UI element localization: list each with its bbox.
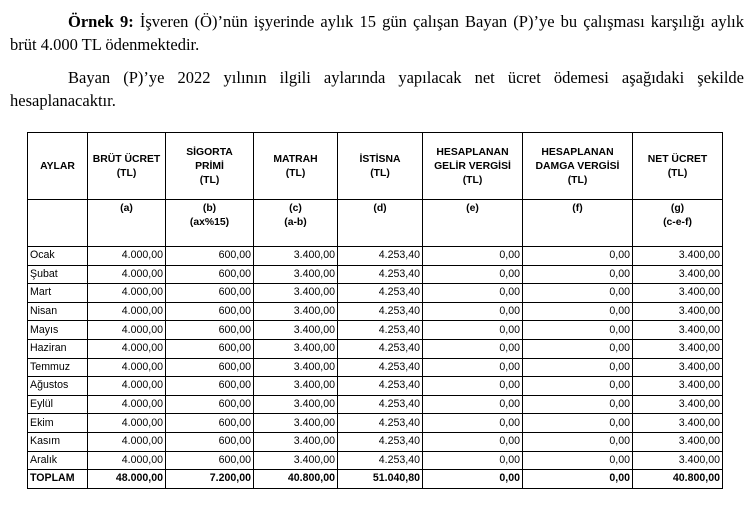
formula-cell [28, 200, 88, 247]
value-cell: 600,00 [166, 265, 254, 284]
value-cell: 0,00 [423, 358, 523, 377]
value-cell: 4.253,40 [338, 265, 423, 284]
value-cell: 3.400,00 [254, 377, 338, 396]
value-cell: 4.000,00 [88, 321, 166, 340]
column-header-line: (TL) [116, 168, 137, 179]
value-cell: 0,00 [523, 451, 633, 470]
value-cell: 4.000,00 [88, 395, 166, 414]
value-cell: 3.400,00 [254, 247, 338, 266]
value-cell: 4.000,00 [88, 265, 166, 284]
table-row [28, 247, 723, 266]
value-cell: 4.253,40 [338, 358, 423, 377]
column-header-line: (TL) [567, 175, 588, 186]
value-cell: 0,00 [523, 302, 633, 321]
column-header [28, 133, 88, 200]
value-cell: 0,00 [523, 247, 633, 266]
formula-text: (a) [120, 203, 133, 214]
month-cell: Şubat [28, 265, 88, 284]
value-cell: 0,00 [523, 432, 633, 451]
month-cell: Eylül [28, 395, 88, 414]
value-cell: 0,00 [423, 302, 523, 321]
value-cell: 4.253,40 [338, 395, 423, 414]
column-header [338, 133, 423, 200]
value-cell: 4.000,00 [88, 451, 166, 470]
value-cell: 4.253,40 [338, 321, 423, 340]
formula-text: (a-b) [284, 217, 307, 228]
formula-text: (b) [202, 203, 217, 214]
value-cell: 3.400,00 [633, 247, 723, 266]
month-cell: Ocak [28, 247, 88, 266]
formula-cell [633, 200, 723, 247]
value-cell: 0,00 [423, 321, 523, 340]
column-header-line: DAMGA VERGİSİ [535, 161, 620, 172]
intro-sentence-1: İşveren (Ö)’nün işyerinde aylık 15 gün çalışan Bayan (P)’ye bu çalışması karşılığı aylık brüt 4.000 TL ödenmektedir. [10, 12, 744, 54]
value-cell: 4.253,40 [338, 432, 423, 451]
value-cell: 0,00 [423, 432, 523, 451]
total-value: 0,00 [523, 470, 633, 489]
intro-sentence-2: Bayan (P)’ye 2022 yılının ilgili aylarında yapılacak net ücret ödemesi aşağıdaki şekilde hesaplanacaktır. [10, 68, 744, 110]
table-row [28, 265, 723, 284]
value-cell: 0,00 [523, 358, 633, 377]
table-row [28, 302, 723, 321]
column-header-line: HESAPLANAN [436, 147, 509, 158]
value-cell: 4.253,40 [338, 377, 423, 396]
value-cell: 600,00 [166, 432, 254, 451]
value-cell: 4.253,40 [338, 302, 423, 321]
column-header [633, 133, 723, 200]
value-cell: 3.400,00 [633, 265, 723, 284]
value-cell: 3.400,00 [633, 302, 723, 321]
table-row [28, 451, 723, 470]
total-value: 40.800,00 [633, 470, 723, 489]
value-cell: 4.000,00 [88, 432, 166, 451]
value-cell: 4.000,00 [88, 358, 166, 377]
value-cell: 4.253,40 [338, 247, 423, 266]
value-cell: 0,00 [523, 377, 633, 396]
month-cell: Ağustos [28, 377, 88, 396]
column-header-line: SİGORTA [186, 147, 233, 158]
column-header-line: (TL) [462, 175, 483, 186]
formula-cell [166, 200, 254, 247]
column-header [88, 133, 166, 200]
column-header [523, 133, 633, 200]
value-cell: 0,00 [423, 284, 523, 303]
value-cell: 3.400,00 [254, 432, 338, 451]
table-row [28, 395, 723, 414]
column-header-line: NET ÜCRET [647, 154, 708, 165]
value-cell: 4.000,00 [88, 377, 166, 396]
value-cell: 3.400,00 [254, 321, 338, 340]
formula-cell [338, 200, 423, 247]
value-cell: 600,00 [166, 395, 254, 414]
month-cell: Aralık [28, 451, 88, 470]
column-header-line: HESAPLANAN [541, 147, 614, 158]
month-cell: Temmuz [28, 358, 88, 377]
month-cell: Mart [28, 284, 88, 303]
value-cell: 0,00 [523, 321, 633, 340]
formula-cell [254, 200, 338, 247]
value-cell: 3.400,00 [633, 377, 723, 396]
value-cell: 600,00 [166, 339, 254, 358]
column-header [423, 133, 523, 200]
value-cell: 3.400,00 [254, 302, 338, 321]
column-header-line: PRİMİ [195, 161, 224, 172]
total-value: 40.800,00 [254, 470, 338, 489]
table-row [28, 358, 723, 377]
value-cell: 4.253,40 [338, 414, 423, 433]
value-cell: 3.400,00 [254, 339, 338, 358]
column-header-line: AYLAR [40, 161, 75, 172]
value-cell: 3.400,00 [254, 414, 338, 433]
formula-cell [423, 200, 523, 247]
value-cell: 3.400,00 [633, 451, 723, 470]
formula-cell [88, 200, 166, 247]
formula-text: (e) [466, 203, 479, 214]
formula-text: (g) [670, 203, 685, 214]
value-cell: 600,00 [166, 358, 254, 377]
column-header-line: (TL) [199, 175, 220, 186]
table-row [28, 432, 723, 451]
value-cell: 4.000,00 [88, 302, 166, 321]
month-cell: Ekim [28, 414, 88, 433]
example-label: Örnek 9: [68, 12, 134, 31]
value-cell: 600,00 [166, 377, 254, 396]
column-header-line: GELİR VERGİSİ [434, 161, 511, 172]
column-header [254, 133, 338, 200]
month-cell: Mayıs [28, 321, 88, 340]
value-cell: 4.253,40 [338, 284, 423, 303]
value-cell: 4.000,00 [88, 339, 166, 358]
value-cell: 0,00 [523, 414, 633, 433]
total-value: 0,00 [423, 470, 523, 489]
value-cell: 600,00 [166, 302, 254, 321]
value-cell: 600,00 [166, 247, 254, 266]
value-cell: 0,00 [423, 451, 523, 470]
month-cell: Haziran [28, 339, 88, 358]
total-value: 51.040,80 [338, 470, 423, 489]
month-cell: Kasım [28, 432, 88, 451]
value-cell: 0,00 [423, 377, 523, 396]
value-cell: 0,00 [523, 395, 633, 414]
value-cell: 3.400,00 [633, 339, 723, 358]
column-header-line: (TL) [667, 168, 688, 179]
value-cell: 3.400,00 [633, 395, 723, 414]
total-row [28, 470, 723, 489]
formula-cell [523, 200, 633, 247]
value-cell: 3.400,00 [633, 432, 723, 451]
value-cell: 600,00 [166, 451, 254, 470]
value-cell: 3.400,00 [254, 284, 338, 303]
value-cell: 3.400,00 [254, 265, 338, 284]
value-cell: 3.400,00 [633, 358, 723, 377]
value-cell: 0,00 [523, 339, 633, 358]
formula-text: (ax%15) [189, 217, 230, 228]
column-header-line: MATRAH [273, 154, 318, 165]
value-cell: 0,00 [523, 284, 633, 303]
value-cell: 0,00 [523, 265, 633, 284]
value-cell: 0,00 [423, 247, 523, 266]
intro-paragraph [10, 10, 744, 56]
value-cell: 3.400,00 [254, 358, 338, 377]
value-cell: 0,00 [423, 339, 523, 358]
value-cell: 4.000,00 [88, 247, 166, 266]
formula-text: (c) [289, 203, 302, 214]
calculation-paragraph [10, 66, 744, 112]
value-cell: 3.400,00 [633, 284, 723, 303]
value-cell: 4.253,40 [338, 451, 423, 470]
value-cell: 3.400,00 [254, 451, 338, 470]
total-label: TOPLAM [28, 470, 88, 489]
total-value: 7.200,00 [166, 470, 254, 489]
value-cell: 4.000,00 [88, 284, 166, 303]
value-cell: 600,00 [166, 414, 254, 433]
value-cell: 600,00 [166, 321, 254, 340]
table-row [28, 414, 723, 433]
header-row [28, 133, 723, 200]
table-row [28, 284, 723, 303]
value-cell: 3.400,00 [633, 414, 723, 433]
table-row [28, 339, 723, 358]
formula-text: (d) [373, 203, 387, 214]
column-header-line: BRÜT ÜCRET [92, 154, 161, 165]
column-header [166, 133, 254, 200]
value-cell: 0,00 [423, 414, 523, 433]
table-row [28, 321, 723, 340]
value-cell: 600,00 [166, 284, 254, 303]
total-value: 48.000,00 [88, 470, 166, 489]
value-cell: 0,00 [423, 265, 523, 284]
table-row [28, 377, 723, 396]
column-header-line: İSTİSNA [359, 154, 401, 165]
value-cell: 4.000,00 [88, 414, 166, 433]
value-cell: 3.400,00 [254, 395, 338, 414]
formula-row [28, 200, 723, 247]
column-header-line: (TL) [370, 168, 390, 179]
month-cell: Nisan [28, 302, 88, 321]
formula-text: (f) [572, 203, 583, 214]
value-cell: 3.400,00 [633, 321, 723, 340]
value-cell: 4.253,40 [338, 339, 423, 358]
value-cell: 0,00 [423, 395, 523, 414]
formula-text: (c-e-f) [663, 217, 692, 228]
net-wage-table [27, 132, 723, 489]
column-header-line: (TL) [285, 168, 306, 179]
